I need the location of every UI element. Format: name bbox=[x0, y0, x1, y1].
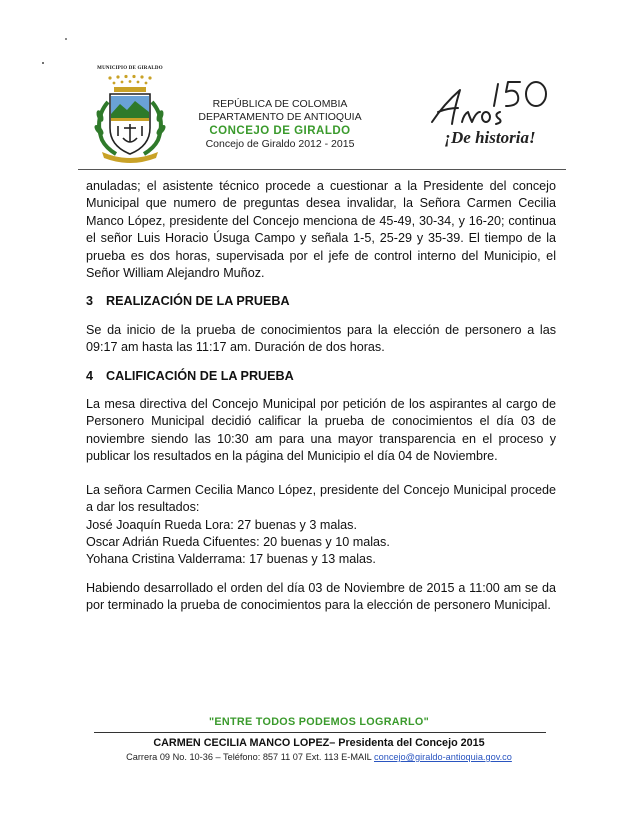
letterhead-center bbox=[190, 98, 370, 151]
header-department: DEPARTAMENTO DE ANTIOQUIA bbox=[198, 111, 362, 123]
footer-divider bbox=[94, 732, 546, 733]
header-concejo: CONCEJO DE GIRALDO bbox=[209, 125, 351, 137]
footer-motto: "ENTRE TODOS PODEMOS LOGRARLO" bbox=[209, 716, 429, 728]
intro-paragraph: anuladas; el asistente técnico procede a cuestionar a la Presidente del concejo Municipal que numero de preguntas desea invalidar, la Señora Carmen Cecilia Manco López, presidente del Concejo menciona de 45-49, 30-34, y 16-20; continua el señor Luis Horacio Úsuga Campo y señala 1-5, 25-29 y 35-39. El tiempo de la prueba es dos horas, supervisada por el jefe de control interno del Municipio, el Señor William Alejandro Muñoz. bbox=[86, 179, 556, 281]
municipal-crest-icon bbox=[80, 68, 180, 168]
section-4-title: CALIFICACIÓN DE LA PRUEBA bbox=[106, 368, 294, 383]
scan-speck bbox=[42, 62, 44, 64]
section-4-number: 4 bbox=[86, 368, 94, 383]
footer-email-link[interactable]: concejo@giraldo-antioquia.gov.co bbox=[374, 752, 512, 762]
crest-title: MUNICIPIO DE GIRALDO bbox=[97, 66, 163, 71]
header-republic: REPÚBLICA DE COLOMBIA bbox=[212, 98, 348, 110]
result-item: José Joaquín Rueda Lora: 27 buenas y 3 malas. bbox=[86, 517, 357, 532]
result-item: Yohana Cristina Valderrama: 17 buenas y 13 malas. bbox=[86, 552, 376, 567]
section-3-number: 3 bbox=[86, 294, 94, 309]
footer-contact bbox=[0, 752, 638, 762]
section-3-paragraph: Se da inicio de la prueba de conocimientos para la elección de personero a las 09:17 am hasta las 11:17 am. Duración de dos horas. bbox=[86, 322, 556, 355]
anniversary-tagline: ¡De historia! bbox=[444, 128, 536, 147]
footer-address-phone: Carrera 09 No. 10-36 – Teléfono: 857 11 07 Ext. 113 E-MAIL bbox=[126, 752, 374, 762]
section-3-title: REALIZACIÓN DE LA PRUEBA bbox=[106, 294, 290, 309]
section-4-paragraph-2: La señora Carmen Cecilia Manco López, presidente del Concejo Municipal procede a dar los resultados: bbox=[86, 482, 556, 515]
section-4-heading bbox=[86, 368, 556, 385]
document-body bbox=[86, 178, 556, 615]
scan-speck bbox=[65, 38, 67, 40]
header-divider bbox=[78, 169, 566, 170]
closing-paragraph: Habiendo desarrollado el orden del día 03 de Noviembre de 2015 a 11:00 am se da por terminado la prueba de conocimientos para la elección de personero Municipal. bbox=[86, 580, 556, 613]
section-3-heading bbox=[86, 293, 556, 310]
header-period: Concejo de Giraldo 2012 - 2015 bbox=[205, 138, 355, 150]
footer-signatory: CARMEN CECILIA MANCO LOPEZ– Presidenta del Concejo 2015 bbox=[153, 737, 485, 749]
anniversary-150-logo-icon bbox=[424, 78, 554, 130]
section-4-paragraph-1: La mesa directiva del Concejo Municipal por petición de los aspirantes al cargo de Personero Municipal decidió calificar la prueba de conocimientos el día 03 de noviembre siendo las 10:30 am para una mayor transparencia en el proceso y publicar los resultados en la página del Municipio el día 04 de Noviembre. bbox=[86, 397, 556, 464]
result-item: Oscar Adrián Rueda Cifuentes: 20 buenas y 10 malas. bbox=[86, 534, 390, 549]
